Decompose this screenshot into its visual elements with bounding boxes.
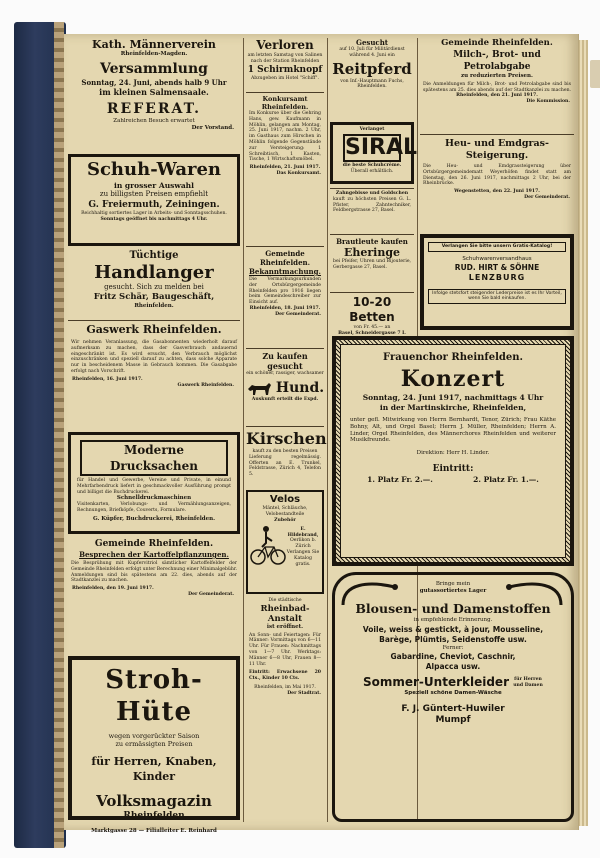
bicycle-icon — [250, 523, 286, 567]
ad-sub: ein schöner, rassiger, wachsamer — [246, 371, 324, 376]
ad-line: Alpacca usw. — [425, 662, 481, 672]
ad-text: gesucht. Sich zu melden bei — [104, 283, 204, 291]
ad-list: Visitenkarten, Verlobungs- und Vermählungsanzeigen, Rechnungen, Briefköpfe, Couverts, Formulare. — [77, 502, 231, 513]
ad-verloren — [246, 38, 324, 88]
ad-pre: Brautleute kaufen — [336, 237, 408, 246]
ad-line: wegen vorgerückter Saison — [108, 732, 200, 740]
ad-sign: Das Konkursamt. — [276, 170, 321, 176]
ad-title2: Sommer-Unterkleider — [362, 675, 509, 690]
ad-title: Heu- und Emdgras-Steigerung. — [445, 138, 549, 161]
ad-schuhwaren — [68, 154, 240, 246]
ad-body: kauft zu höchsten Preisen G. L. Pfister, Zahntechniker, Feldbergstrasse 27, Basel. — [333, 196, 411, 214]
ad-handlanger — [68, 250, 240, 316]
ad-date: Sonntag, 24. Juni, abends halb 9 Uhr — [81, 77, 227, 87]
dog-icon — [246, 379, 272, 397]
ad-title: Konkursamt Rheinfelden. — [261, 95, 309, 111]
column-4 — [420, 38, 574, 234]
ad-date: Rheinfelden, 16. Juni 1917. — [72, 376, 143, 382]
ad-guentert — [332, 572, 574, 822]
ad-place: Rheinfelden. — [134, 303, 174, 309]
ad-reitpferd — [330, 38, 414, 118]
ad-name: E. Hildebrand, — [287, 526, 319, 538]
ad-drucksachen — [68, 432, 240, 534]
ad-note: in empfehlende Erinnerung. — [413, 616, 493, 623]
ad-entry: Eintritt: — [432, 463, 474, 474]
ad-date: Rheinfelden, 21. Juni 1917. — [249, 165, 321, 171]
ad-sign: Gaswerk Rheinfelden. — [177, 382, 234, 388]
ad-line: für Herren, Knaben, Kinder — [91, 755, 217, 783]
page-edge — [578, 40, 588, 826]
ad-item: 1 Schirmknopf — [247, 64, 323, 75]
ad-gemeinde-bekanntmachung — [246, 246, 324, 347]
ad-price: 1. Platz Fr. 2.—. — [367, 474, 433, 484]
ad-hours: An Sonn- und Feiertagen: Für Männer: Vormittags von 6—11 Uhr. Für Frauen: Nachmittags von 1—7 Uhr. Werktags: Männer 6—8 Uhr, Frauen 8—11 Uhr. — [249, 632, 321, 667]
ad-sign: Der Gemeinderat. — [524, 194, 570, 200]
ad-referat: REFERAT. — [106, 100, 202, 117]
ad-konzert — [332, 336, 574, 566]
ad-eheringe — [330, 234, 414, 291]
ad-title: Kath. Männerverein — [92, 38, 216, 51]
ad-subtitle: Rheinfelden-Magden. — [120, 51, 188, 57]
ad-title: Eheringe — [343, 246, 401, 259]
ad-strohhuete — [68, 656, 240, 834]
ad-name: F. J. Güntert-Huwiler — [401, 703, 505, 714]
ad-pre: Bringe mein — [435, 581, 471, 587]
ad-body: Die Anmeldungen für Milch-, Brot- und Petrolabgabe sind bis spätestens am 25. dies abends auf der Stadtkanzlei zu machen. — [423, 81, 571, 93]
ad-note: Überall erhältlich. — [350, 168, 394, 174]
ad-sign: Der Gemeinderat. — [188, 591, 234, 597]
ad-heu — [420, 134, 574, 224]
ad-title: Handlanger — [94, 262, 214, 283]
ad-maennerverein — [68, 38, 240, 150]
ad-sub: gutassortiertes Lager — [419, 587, 487, 594]
ad-title: Velos — [269, 494, 301, 505]
ad-body: Die Vermarkungsurkunden der Ortsbürgergemeinde Rheinfelden pro 1916 liegen beim Gemeindeschreiber zur Einsicht auf. — [249, 277, 321, 306]
ad-title: Moderne Drucksachen — [80, 440, 228, 476]
ad-pre: Gesucht — [355, 38, 389, 47]
ad-kirschen — [246, 426, 327, 489]
ad-date: Rheinfelden, 18. Juni 1917. — [249, 305, 321, 311]
ad-sub: Besprechen der Kartoffelpflanzungen. — [79, 550, 229, 559]
ad-sign: G. Küpfer, Buchdruckerei, Rheinfelden. — [92, 515, 216, 522]
ad-body: Im Konkurse über die Gehring Hans, gew. Kaufmann in Möhlin, gelangen am Montag, 25. Juni 1917, nachm. 2 Uhr, im Gasthaus zum Hirschen in Möhlin folgende Gegenstände zur Versteigerung: 1 Schreibtisch, 1 Kasten, Tische, 1 Wirtschaftsmöbel. — [249, 111, 321, 163]
ad-hund — [246, 348, 324, 425]
ad-name: Rheinbad-Anstalt — [260, 603, 310, 624]
ad-note: Sonntags geöffnet bis nachmittags 4 Uhr. — [100, 216, 208, 222]
ad-heading: Versammlung — [100, 60, 208, 77]
ad-place: im kleinen Salmensaale. — [99, 86, 209, 97]
ad-note: Auskunft erteilt die Expd. — [251, 396, 319, 402]
ad-sub: Bekanntmachung. — [249, 267, 321, 276]
column-1 — [68, 38, 240, 834]
binding-stitch — [54, 22, 64, 848]
ad-shop: Volksmagazin — [96, 792, 212, 810]
ad-note: Verlangen Sie Katalog gratis. — [286, 550, 320, 567]
ad-date: Rheinfelden, im Mai 1917. — [254, 684, 316, 690]
ad-velos — [246, 490, 324, 594]
ad-body: bei Pfeifer, Uhren und Bijouterie, Gerbergasse 27, Basel. — [333, 259, 411, 270]
ad-title: Verloren — [256, 38, 314, 52]
ad-body: kauft zu den besten Preisen — [252, 449, 318, 454]
ad-line: zu ermässigten Preisen — [115, 740, 193, 748]
ad-line: Speziell schöne Damen-Wäsche — [404, 690, 502, 697]
ad-betten — [330, 292, 414, 339]
ad-firm: RUD. HIRT & SÖHNE — [454, 262, 540, 272]
ad-club: Frauenchor Rheinfelden. — [383, 352, 523, 363]
ad-sign: Der Stadtrat. — [287, 690, 321, 696]
ad-pre: Verlanget — [359, 127, 385, 132]
newspaper-page — [64, 34, 579, 834]
ad-sub: die beste Schuhcrème. — [342, 162, 402, 168]
ad-line: in grosser Auswahl — [113, 181, 194, 190]
ad-title: Die städtische — [268, 598, 302, 603]
ad-place: Oerlikon b. Zürich — [290, 538, 316, 550]
ad-body: unter gefl. Mitwirkung von Herrn Bernhardt, Tenor, Zürich; Frau Käthe Bohny, Alt, und Orgel Basel; Herrn J. Müller, Rheinfelden; Herrn A. Linder, Orgel Rheinfelden, des Männerchores Rheinfelden und weiterer Musikfreunde. — [350, 417, 556, 444]
ad-body: Die Heu- und Emdgrassteigerung über Ortsbürgergemeindematt Weyerhöfen findet statt am Dienstag, den 26. Juni 1917, nachmittags 2 Uhr, bei der Rheinbrücke. — [423, 164, 571, 187]
ad-title: Blousen- und Damenstoffen — [355, 600, 551, 616]
ad-name: G. Freiermuth, Zeiningen. — [88, 200, 220, 210]
ad-text: auf 10. Juli für Militärdienst während 4. Juni ein — [339, 47, 405, 58]
ad-line: Voile, weiss & gestickt, à jour, Mousseline, — [362, 625, 544, 635]
ad-ferner: Ferner: — [442, 645, 464, 652]
ad-body: Die Besprühung mit Kupfervitriol sämtlicher Kartoffelfelder der Gemeinde Rheinfelden erfolgt unter Berechnung einer Minimalgebühr. Anmeldungen sind bis spätestens am 22. dies, abends auf der Stadtkanzlei zu machen. — [71, 561, 237, 584]
ad-note: Lieferung regelmässig. Offerten an E. Trunkel, Feldstrasse, Zürich 4, Telefon 5. — [249, 454, 321, 478]
ad-for: für Herren und Damen — [513, 676, 543, 688]
ad-note: Abzugeben im Hotel "Schiff". — [250, 75, 320, 81]
ad-note: Zahlreichen Besuch erwartet — [113, 117, 195, 124]
ad-title: Reitpferd — [332, 59, 412, 78]
ad-schuhversand — [420, 234, 574, 330]
ad-name: Schuhwarenversandhaus — [462, 255, 532, 262]
adjacent-page — [590, 60, 600, 88]
ad-body: Mäntel, Schläuche, Velobestandteile — [262, 506, 308, 517]
ad-sub: von Fr. 45.— an — [353, 325, 391, 330]
ad-date: Wegenstetten, den 22. Juni 1917. — [454, 189, 540, 195]
ad-line: Gabardine, Cheviot, Caschnir, — [390, 652, 516, 662]
column-rule — [327, 38, 328, 822]
ad-line: am letzten Samstag von Salinen nach der Station Rheinfelden — [247, 53, 323, 64]
ad-line: zu billigsten Preisen empfiehlt — [99, 190, 209, 198]
ad-title: Zahngebisse und Goldschen — [335, 191, 409, 196]
ad-title: Zu kaufen gesucht — [262, 351, 308, 371]
ad-title: Stroh-Hüte — [105, 665, 203, 727]
ad-addr: Marktgasse 28 — Filialleiter E. Reinhard — [91, 828, 217, 834]
ad-title: SIRAL — [345, 134, 418, 160]
ad-addr: Basel, Schneidergasse 7 I. — [338, 330, 406, 336]
ad-siral — [330, 122, 418, 184]
book-binding — [14, 22, 66, 848]
ad-sub2: zu reduzierten Preisen. — [461, 73, 533, 79]
ad-sign: Der Vorstand. — [191, 124, 234, 131]
ad-pre: Tüchtige — [129, 250, 179, 261]
ad-place: LENZBURG — [468, 272, 526, 282]
ad-line: Barège, Plümtis, Seidenstoffe usw. — [379, 635, 527, 645]
ad-konkurs — [246, 92, 324, 245]
ad-top: Verlangen Sie bitte unsern Gratis-Katalog! — [428, 242, 566, 252]
ad-item: Hund. — [275, 379, 325, 396]
ad-gemeinde-kartoffel — [68, 538, 240, 652]
ad-place: in der Martinskirche, Rheinfelden, — [379, 403, 527, 412]
ad-dir: Direktion: Herr H. Linder. — [416, 450, 490, 457]
ad-sign: Der Gemeinderat. — [275, 311, 321, 317]
ad-name: Fritz Schär, Baugeschäft, — [93, 292, 215, 302]
ad-title: Gemeinde Rheinfelden. — [259, 249, 311, 267]
ad-title: Gemeinde Rheinfelden. — [94, 539, 214, 549]
ad-date: Sonntag, 24. Juni 1917, nachmittags 4 Uhr — [362, 393, 544, 402]
ad-title: Gemeinde Rheinfelden. — [441, 38, 553, 48]
ad-price: 2. Platz Fr. 1.—. — [473, 474, 539, 484]
ad-title: Schuh-Waren — [86, 159, 222, 180]
ad-sub: Milch-, Brot- und Petrolabgabe — [453, 50, 541, 72]
ad-body: Wir nehmen Veranlassung, die Gasabonnenten wiederholt darauf aufmerksam zu machen, dass der Gasverbrauch andauernd eingeschränkt ist. Es wird ersucht, den Verbrauch möglichst einzuschränken und speziell darauf zu achten, dass solche Apparate nur in bescheidenem Masse in Gebrauch kommen. Die Gasabgabe erfolgt nach Vorschrift. — [71, 340, 237, 374]
ad-title: Kirschen — [246, 429, 327, 448]
ad-gaswerk — [68, 320, 240, 431]
ad-goldschen — [330, 188, 414, 233]
ad-body: für Handel und Gewerbe, Vereine und Private, in einund Mehrfarbendruck liefert in geschmackvoller Ausführung prompt und billigst die Buchdruckerei. — [77, 478, 231, 495]
ad-title: Gaswerk Rheinfelden. — [86, 323, 222, 336]
ad-title: Konzert — [400, 366, 506, 392]
ad-status: ist eröffnet. — [266, 623, 304, 630]
ad-note: Infolge stetsfort steigender Lederpreise ist es Ihr Vorteil, wenn Sie bald einkaufen. — [428, 289, 566, 305]
ad-date: Rheinfelden, den 21. Juni 1917. — [456, 93, 538, 99]
ad-detail: Reichhaltig sortiertes Lager in Arbeits- und Sonntagsschuhen. — [81, 211, 227, 216]
ad-sub: Schnelldruckmaschinen — [116, 495, 192, 502]
ad-sub: Zubehör — [274, 517, 296, 523]
ad-gemeinde-milch — [420, 38, 574, 130]
column-rule — [243, 38, 244, 822]
ad-rheinbad — [246, 598, 324, 822]
ad-note: von Inf.-Hauptmann Fuchs, Rheinfelden. — [340, 78, 404, 90]
ad-place: Mumpf — [435, 714, 471, 725]
ad-place: Rheinfelden — [123, 811, 185, 821]
ad-title: 10-20 Betten — [349, 295, 395, 324]
column-3 — [330, 38, 418, 338]
ad-sign: Die Kommission. — [526, 99, 570, 105]
column-2 — [246, 38, 327, 826]
ad-prices: Eintritt: Erwachsene 20 Cts., Kinder 10 Cts. — [249, 670, 321, 682]
ad-date: Rheinfelden, den 19. Juni 1917. — [72, 586, 154, 592]
